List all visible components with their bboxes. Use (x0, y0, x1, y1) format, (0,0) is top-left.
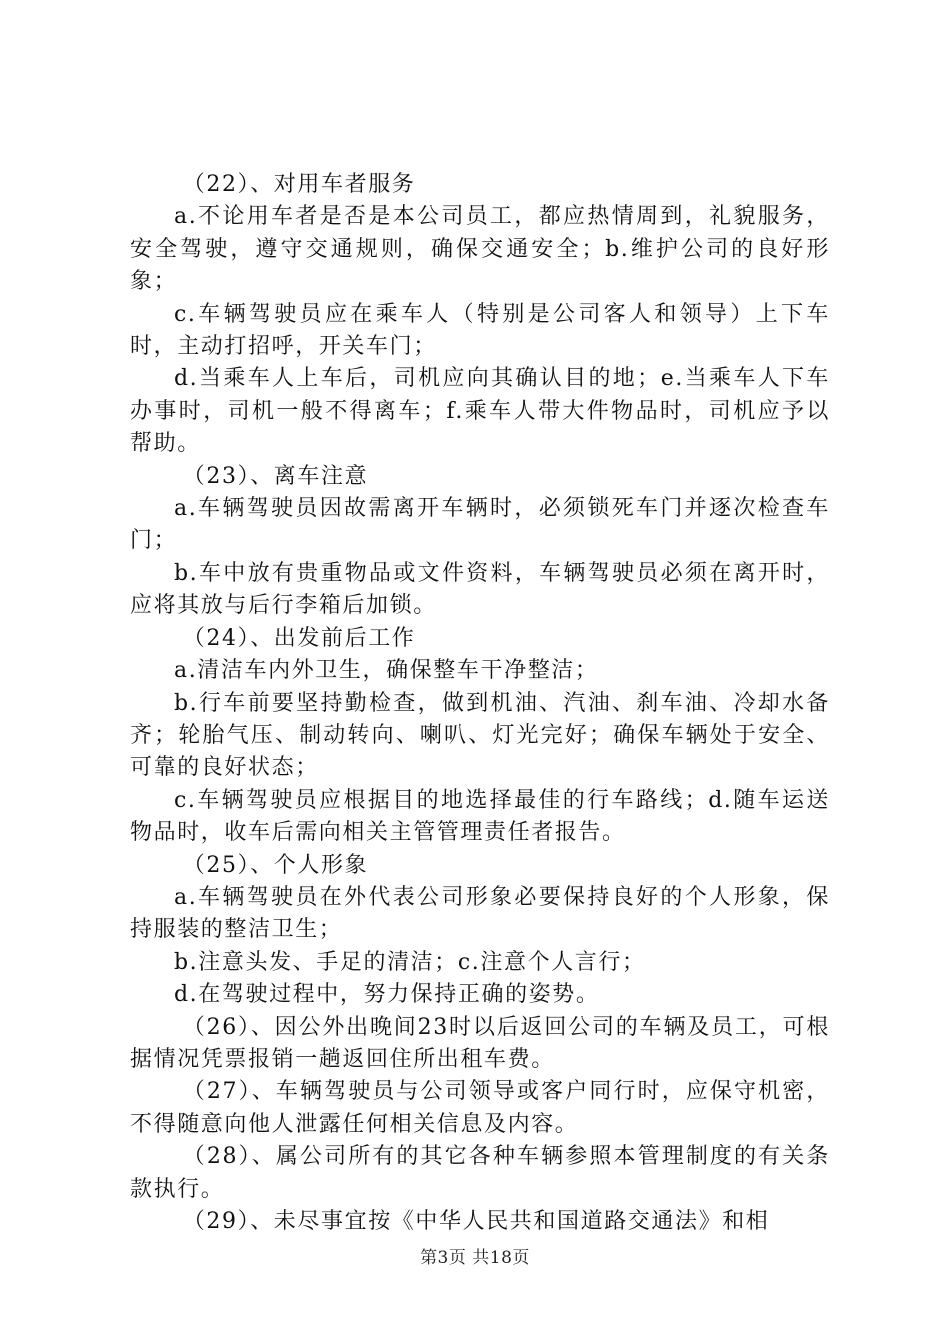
paragraph: d.在驾驶过程中，努力保持正确的姿势。 (174, 982, 600, 1008)
paragraph: b.注意头发、手足的清洁；c.注意个人言行； (174, 949, 646, 975)
paragraph: d.当乘车人上车后，司机应向其确认目的地；e.当乘车人下车办事时，司机一般不得离车；f.乘车人带大件物品时，司机应予以帮助。 (130, 366, 830, 457)
document-body (130, 169, 830, 1238)
paragraph: b.车中放有贵重物品或文件资料，车辆驾驶员必须在离开时，应将其放与后行李箱后加锁。 (130, 560, 830, 619)
paragraph: c.车辆驾驶员应根据目的地选择最佳的行车路线；d.随车运送物品时，收车后需向相关主管管理责任者报告。 (130, 787, 830, 846)
section-heading-23: （23）、离车注意 (182, 463, 369, 489)
section-heading-25: （25）、个人形象 (182, 852, 369, 878)
paragraph: c.车辆驾驶员应在乘车人（特别是公司客人和领导）上下车时，主动打招呼，开关车门； (130, 301, 830, 360)
section-item-29: （29）、未尽事宜按《中华人民共和国道路交通法》和相 (182, 1209, 770, 1234)
paragraph: a.车辆驾驶员在外代表公司形象必要保持良好的个人形象，保持服装的整洁卫生； (130, 884, 830, 943)
section-item-28: （28）、属公司所有的其它各种车辆参照本管理制度的有关条款执行。 (130, 1144, 830, 1202)
page-number-footer: 第3页 共18页 (420, 1248, 530, 1268)
section-heading-22: （22）、对用车者服务 (182, 172, 416, 197)
paragraph: a.车辆驾驶员因故需离开车辆时，必须锁死车门并逐次检查车门； (130, 496, 830, 554)
section-heading-24: （24）、出发前后工作 (182, 625, 416, 651)
section-item-26: （26）、因公外出晚间23时以后返回公司的车辆及员工，可根据情况凭票报销一趟返回住所出租车费。 (130, 1014, 830, 1072)
paragraph: a.清洁车内外卫生，确保整车干净整洁； (174, 658, 599, 684)
section-item-27: （27）、车辆驾驶员与公司领导或客户同行时，应保守机密，不得随意向他人泄露任何相关信息及内容。 (130, 1079, 830, 1137)
paragraph: a.不论用车者是否是本公司员工，都应热情周到，礼貌服务，安全驾驶，遵守交通规则，确保交通安全；b.维护公司的良好形象； (130, 204, 830, 295)
paragraph: b.行车前要坚持勤检查，做到机油、汽油、刹车油、冷却水备齐；轮胎气压、制动转向、喇叭、灯光完好；确保车辆处于安全、可靠的良好状态； (130, 690, 830, 781)
